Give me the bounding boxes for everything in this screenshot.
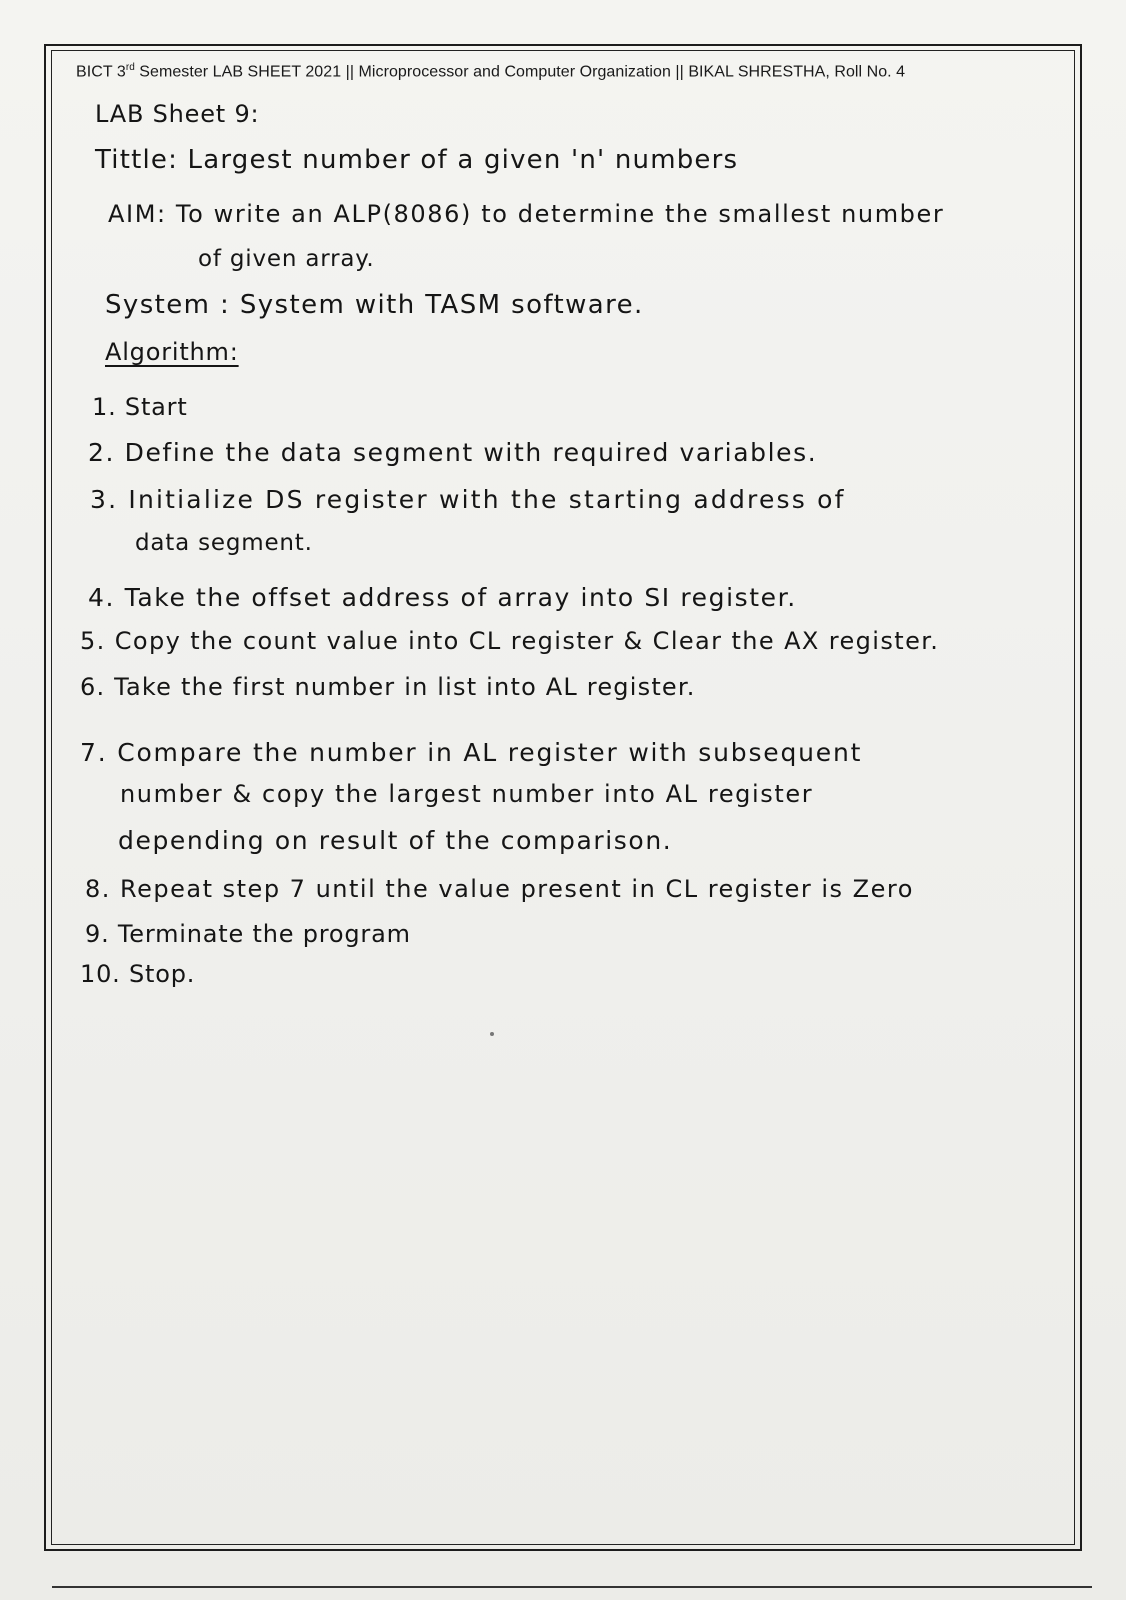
algorithm-step: number & copy the largest number into AL register (120, 780, 814, 808)
header-ordinal: rd (125, 62, 135, 73)
aim-line-1: AIM: To write an ALP(8086) to determine the smallest number (108, 200, 945, 228)
header-program: BICT 3 (76, 63, 126, 81)
algorithm-step: 9. Terminate the program (85, 920, 411, 948)
page-bottom-edge (52, 1586, 1092, 1588)
ink-dot (490, 1032, 494, 1036)
algorithm-heading: Algorithm: (105, 338, 239, 366)
algorithm-step: 1. Start (92, 393, 188, 421)
algorithm-step: depending on result of the comparison. (118, 826, 673, 855)
algorithm-step: data segment. (135, 530, 313, 556)
page-header (76, 62, 1066, 81)
header-rest: Semester LAB SHEET 2021 || Microprocessor and Computer Organization || BIKAL SHRESTHA, Roll No. 4 (134, 63, 906, 81)
algorithm-step: 3. Initialize DS register with the starting address of (90, 485, 846, 514)
algorithm-step: 6. Take the first number in list into AL register. (80, 673, 696, 701)
algorithm-step: 8. Repeat step 7 until the value present in CL register is Zero (85, 875, 914, 903)
aim-line-2: of given array. (198, 246, 375, 272)
algorithm-step: 2. Define the data segment with required variables. (88, 438, 818, 467)
algorithm-step: 7. Compare the number in AL register with subsequent (80, 738, 863, 767)
algorithm-step: 4. Take the offset address of array into SI register. (88, 583, 797, 612)
algorithm-step: 5. Copy the count value into CL register & Clear the AX register. (80, 627, 940, 655)
lab-title: Tittle: Largest number of a given 'n' numbers (95, 145, 739, 175)
lab-sheet-number: LAB Sheet 9: (95, 100, 260, 128)
system-line: System : System with TASM software. (105, 290, 644, 320)
algorithm-step: 10. Stop. (80, 960, 196, 988)
